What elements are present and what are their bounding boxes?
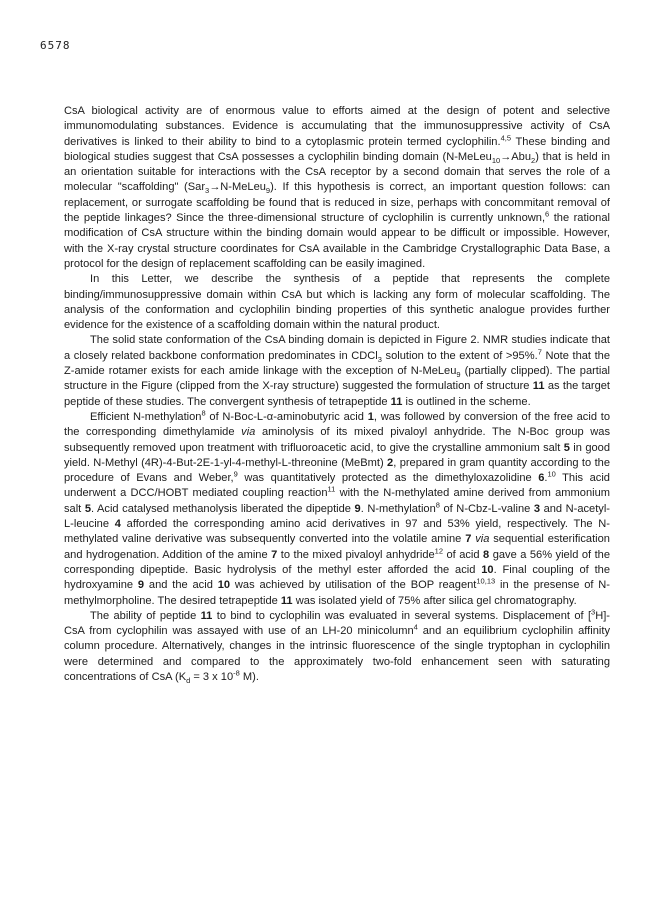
subscript: 3: [377, 354, 382, 364]
text-run: aminolysis of its mixed pivaloyl anhydride. The N-Boc group was subsequently removed upon treatment with trifluoroacetic acid, to give the crystalline ammonium salt: [64, 426, 610, 454]
text-run: ) that is held in an orientation suitable for interactions with the CsA receptor by a second domain that serves the role of a molecular "scaffolding" (Sar: [64, 150, 610, 194]
text-run: .: [544, 472, 548, 485]
text-run: and an equilibrium cyclophilin affinity column procedure. Alternatively, changes in the intrinsic fluorescence of the single tryptophan in cyclophilin were determined and compared to the approximately two-fold enhancement seen with saturating concentrations of CsA (K: [64, 625, 610, 683]
bold-text: 11: [200, 609, 213, 622]
bold-text: 9: [137, 579, 145, 592]
text-run: afforded the corresponding amino acid derivatives in 97 and 53% yield, respectively. The N-methylated valine derivative was subsequently converted into the volatile amine: [64, 518, 610, 546]
paragraph: [64, 410, 610, 609]
superscript: 4,5: [500, 132, 511, 142]
italic-text: via: [475, 533, 490, 546]
superscript: 12: [434, 545, 444, 555]
text-run: , was followed by conversion of the free acid to the corresponding dimethylamide: [64, 410, 611, 439]
text-run: The solid state conformation of the CsA binding domain is depicted in Figure 2. NMR studies indicate that a closely related backbone conformation predominates in CDCl: [64, 334, 610, 362]
bold-text: 10: [481, 563, 494, 576]
text-run: to bind to cyclophilin was evaluated in several systems. Displacement of [: [212, 609, 592, 622]
superscript: 8: [435, 500, 440, 510]
text-run: . N-methylation: [360, 502, 436, 515]
bold-text: 5: [84, 502, 91, 515]
text-run: was isolated yield of 75% after silica gel chromatography.: [292, 594, 577, 607]
superscript: 6: [545, 209, 550, 219]
superscript: -8: [233, 668, 240, 678]
bold-text: 9: [354, 502, 361, 515]
text-run: solution to the extent of >95%.: [381, 349, 538, 362]
text-run: was quantitatively protected as the dimethyloxazolidine: [237, 472, 539, 485]
subscript: 9: [265, 186, 271, 196]
superscript: 7: [537, 347, 542, 357]
text-run: sequential esterification and hydrogenation. Addition of the amine: [64, 533, 610, 561]
bold-text: 3: [533, 502, 541, 515]
body-text: [64, 104, 610, 685]
text-run: . Acid catalysed methanolysis liberated the dipeptide: [91, 502, 355, 515]
text-run: H]-CsA from cyclophilin was assayed with use of an LH-20 minicolumn: [64, 609, 610, 638]
text-run: of N-Boc-L-α-aminobutyric acid: [205, 410, 368, 423]
text-run: Efficient N-methylation: [90, 410, 202, 423]
bold-text: 1: [367, 410, 374, 423]
superscript: 8: [201, 408, 206, 418]
text-run: of acid: [443, 548, 484, 561]
text-run: in good yield. N-Methyl (4R)-4-But-2E-1-yl-4-methyl-L-threonine (MeBmt): [64, 441, 610, 469]
bold-text: 8: [483, 548, 490, 561]
page-number: 6578: [40, 39, 71, 52]
subscript: d: [186, 676, 191, 686]
text-run: = 3 x 10: [190, 670, 234, 683]
text-run: In this Letter, we describe the synthesis of a peptide that represents the complete binding/immunosuppressive domain within CsA but which is lacking any form of molecular scaffolding. The analysis of the conformation and cyclophilin binding properties of this synthetic analogue provides further evidence for the existence of a scaffolding domain within the natural product.: [64, 273, 610, 332]
text-run: The ability of peptide: [90, 609, 201, 622]
text-run: was achieved by utilisation of the BOP reagent: [230, 579, 477, 592]
bold-text: 11: [280, 594, 293, 607]
text-run: Note that the Z-amide rotamer exists for each amide linkage with the exception of N-MeLeu: [64, 349, 611, 378]
text-run: in the presense of N-methylmorpholine. The desired tetrapeptide: [64, 579, 611, 607]
subscript: 9: [456, 370, 461, 380]
superscript: 3: [591, 607, 596, 617]
text-run: ). If this hypothesis is correct, an important question follows: can replacement, or surrogate scaffolding be found that is reduced in size, perhaps with concommitant removal of the peptide linkages? Since the three-dimensional structure of cyclophilin is currently unknown,: [64, 181, 610, 225]
text-run: gave a 56% yield of the corresponding dipeptide. Basic hydrolysis of the methyl ester afforded the acid: [64, 548, 610, 576]
paragraph: [64, 272, 610, 333]
text-run: is outlined in the scheme.: [402, 395, 531, 408]
text-run: as the target peptide of these studies. The convergent synthesis of tetrapeptide: [64, 380, 610, 408]
bold-text: 11: [532, 380, 545, 393]
text-run: M).: [239, 670, 259, 683]
italic-text: via: [241, 426, 256, 439]
bold-text: 7: [465, 533, 472, 546]
bold-text: 10: [217, 579, 231, 592]
bold-text: 2: [387, 456, 394, 469]
subscript: 10: [491, 156, 501, 166]
text-run: , prepared in gram quantity according to the procedure of Evans and Weber,: [64, 456, 611, 485]
subscript: 2: [531, 156, 536, 166]
superscript: 10,13: [476, 576, 496, 586]
superscript: 10: [547, 469, 556, 479]
text-run: of N-Cbz-L-valine: [439, 502, 534, 515]
text-run: to the mixed pivaloyl anhydride: [277, 548, 435, 561]
paragraph: [64, 104, 610, 272]
superscript: 4: [413, 622, 418, 632]
superscript: 9: [233, 469, 238, 479]
text-run: →N-MeLeu: [209, 181, 266, 194]
text-run: the rational modification of CsA structure within the binding domain would appear to be difficult or impossible. However, with the X-ray crystal structure coordinates for CsA available in the Cambridge Crystallographic Data Base, a protocol for the design of replacement scaffolding can be easily imagined.: [64, 212, 610, 270]
bold-text: 11: [390, 395, 403, 408]
bold-text: 6: [538, 472, 545, 485]
bold-text: 4: [114, 518, 121, 531]
text-run: →Abu: [500, 150, 532, 163]
text-run: and N-acetyl-L-leucine: [64, 502, 611, 531]
text-run: These binding and biological studies suggest that CsA possesses a cyclophilin binding domain (N-MeLeu: [64, 135, 611, 163]
text-run: with the N-methylated amine derived from ammonium salt: [64, 487, 610, 515]
text-run: This acid underwent a DCC/HOBT mediated coupling reaction: [64, 472, 610, 500]
bold-text: 7: [271, 548, 278, 561]
text-run: CsA biological activity are of enormous value to efforts aimed at the design of potent and selective immunomodulating substances. Evidence is accumulating that the immunosuppressive activity of CsA derivatives is linked to their ability to bind to a cytoplasmic protein termed cyclophilin.: [64, 105, 610, 148]
superscript: 11: [327, 484, 336, 494]
subscript: 3: [205, 186, 210, 196]
bold-text: 5: [563, 441, 570, 454]
paragraph: [64, 333, 610, 409]
text-run: (partially clipped). The partial structure in the Figure (clipped from the X-ray structure) suggested the formulation of structure: [64, 365, 610, 393]
text-run: . Final coupling of the hydroxyamine: [64, 563, 611, 592]
paragraph: [64, 609, 610, 685]
text-run: and the acid: [144, 579, 218, 592]
